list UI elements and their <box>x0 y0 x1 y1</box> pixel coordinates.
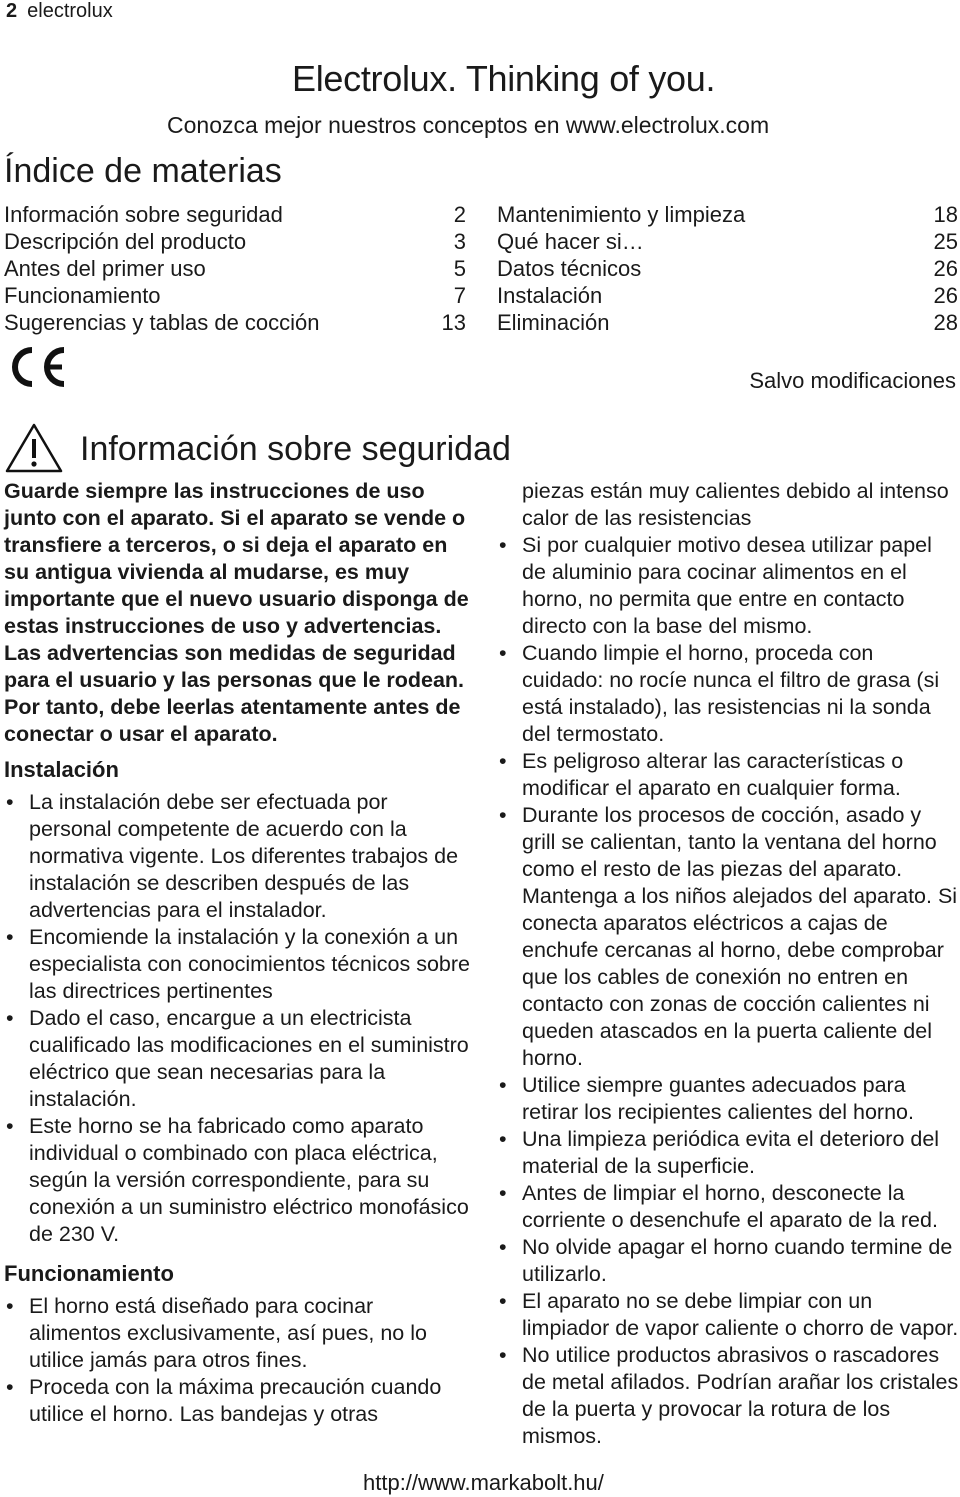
list-item: • Durante los procesos de cocción, asado y grill se calientan, tanto la ventana del horno como el resto de las piezas del aparato. Mantenga a los niños alejados del aparato. Si conecta aparatos eléctricos a cajas de enchufe cercanas al horno, debe comprobar que los cables de conexión no entren en contacto con zonas de cocción calientes ni queden atascados en la puerta caliente del horno. <box>497 802 959 1072</box>
toc-page: 3 <box>453 229 466 254</box>
list-item: • Proceda con la máxima precaución cuando utilice el horno. Las bandejas y otras <box>4 1374 470 1428</box>
safety-list <box>497 532 959 1450</box>
installation-list <box>4 789 470 1248</box>
toc-page: 18 <box>933 202 958 227</box>
toc-label: Sugerencias y tablas de cocción <box>4 310 320 335</box>
toc-label: Descripción del producto <box>4 229 247 254</box>
toc-entry[interactable] <box>4 309 466 336</box>
toc-page: 28 <box>933 310 958 335</box>
brand-title: Electrolux. Thinking of you. <box>292 58 716 99</box>
list-item: • No olvide apagar el horno cuando termine de utilizarlo. <box>497 1234 959 1288</box>
list-item: • Es peligroso alterar las características o modificar el aparato en cualquier forma. <box>497 748 959 802</box>
list-item: • Utilice siempre guantes adecuados para retirar los recipientes calientes del horno. <box>497 1072 959 1126</box>
toc-entry[interactable] <box>497 282 958 309</box>
list-item: • Este horno se ha fabricado como aparato individual o combinado con placa eléctrica, según la versión correspondiente, para su conexión a un suministro eléctrico monofásico de 230 V. <box>4 1113 470 1248</box>
toc-entry[interactable] <box>4 201 466 228</box>
toc-page: 25 <box>933 229 958 254</box>
toc-page: 7 <box>453 283 466 308</box>
left-column <box>4 478 470 1428</box>
list-item: • Encomiende la instalación y la conexión a un especialista con conocimientos técnicos sobre las directrices pertinentes <box>4 924 470 1005</box>
list-item: • El horno está diseñado para cocinar alimentos exclusivamente, así pues, no lo utilice jamás para otros fines. <box>4 1293 470 1374</box>
installation-heading: Instalación <box>4 757 119 782</box>
continued-text: piezas están muy calientes debido al intenso calor de las resistencias <box>522 479 949 530</box>
operation-list <box>4 1293 470 1428</box>
toc-right-column <box>497 201 958 336</box>
toc-label: Funcionamiento <box>4 283 161 308</box>
toc-label: Información sobre seguridad <box>4 202 283 227</box>
list-item: • Antes de limpiar el horno, desconecte la corriente o desenchufe el aparato de la red. <box>497 1180 959 1234</box>
toc-entry[interactable] <box>497 255 958 282</box>
brand-subtitle: Conozca mejor nuestros conceptos en www.electrolux.com <box>167 112 770 138</box>
list-item: • Dado el caso, encargue a un electricista cualificado las modificaciones en el suministro eléctrico que sean necesarias para la instalación. <box>4 1005 470 1113</box>
toc-label: Eliminación <box>497 310 610 335</box>
page-header <box>6 0 113 23</box>
toc-entry[interactable] <box>4 282 466 309</box>
safety-intro-2: Las advertencias son medidas de seguridad para el usuario y las personas que le rodean. Por tanto, debe leerlas atentamente antes de conectar o usar el aparato. <box>4 641 465 746</box>
toc-entry[interactable] <box>4 255 466 282</box>
toc-page: 2 <box>453 202 466 227</box>
right-column <box>497 478 959 1450</box>
safety-section-title: Información sobre seguridad <box>80 430 511 468</box>
header-brand: electrolux <box>27 0 113 22</box>
index-title: Índice de materias <box>4 152 282 190</box>
toc-entry[interactable] <box>497 201 958 228</box>
toc-page: 5 <box>453 256 466 281</box>
list-item: • No utilice productos abrasivos o rascadores de metal afilados. Podrían arañar los cristales de la puerta y provocar la rotura de los mismos. <box>497 1342 959 1450</box>
list-item: • Si por cualquier motivo desea utilizar papel de aluminio para cocinar alimentos en el horno, no permita que entre en contacto directo con la base del mismo. <box>497 532 959 640</box>
toc-label: Instalación <box>497 283 603 308</box>
toc-page: 26 <box>933 283 958 308</box>
toc-entry[interactable] <box>497 309 958 336</box>
list-item: • El aparato no se debe limpiar con un limpiador de vapor caliente o chorro de vapor. <box>497 1288 959 1342</box>
toc-page: 26 <box>933 256 958 281</box>
toc-label: Datos técnicos <box>497 256 642 281</box>
list-item: • Una limpieza periódica evita el deterioro del material de la superficie. <box>497 1126 959 1180</box>
page-number: 2 <box>6 0 18 22</box>
safety-intro-1: Guarde siempre las instrucciones de uso junto con el aparato. Si el aparato se vende o transfiere a terceros, o si deja el aparato en su antigua vivienda al mudarse, es muy importante que el nuevo usuario disponga de estas instrucciones de uso y advertencias. <box>4 479 469 638</box>
toc-entry[interactable] <box>497 228 958 255</box>
footer-url-link[interactable]: http://www.markabolt.hu/ <box>363 1470 604 1495</box>
toc-label: Antes del primer uso <box>4 256 206 281</box>
toc-left-column <box>4 201 466 336</box>
list-item: • La instalación debe ser efectuada por personal competente de acuerdo con la normativa vigente. Los diferentes trabajos de instalación se describen después de las advertencias para el instalador. <box>4 789 470 924</box>
toc-page: 13 <box>441 310 466 335</box>
operation-heading: Funcionamiento <box>4 1261 174 1286</box>
list-item: • Cuando limpie el horno, proceda con cuidado: no rocíe nunca el filtro de grasa (si está instalado), las resistencias ni la sonda del termostato. <box>497 640 959 748</box>
ce-mark-icon <box>6 344 68 390</box>
warning-triangle-icon <box>4 422 64 474</box>
toc-entry[interactable] <box>4 228 466 255</box>
toc-label: Mantenimiento y limpieza <box>497 202 746 227</box>
salvo-modificaciones: Salvo modificaciones <box>749 368 956 393</box>
toc-label: Qué hacer si… <box>497 229 644 254</box>
